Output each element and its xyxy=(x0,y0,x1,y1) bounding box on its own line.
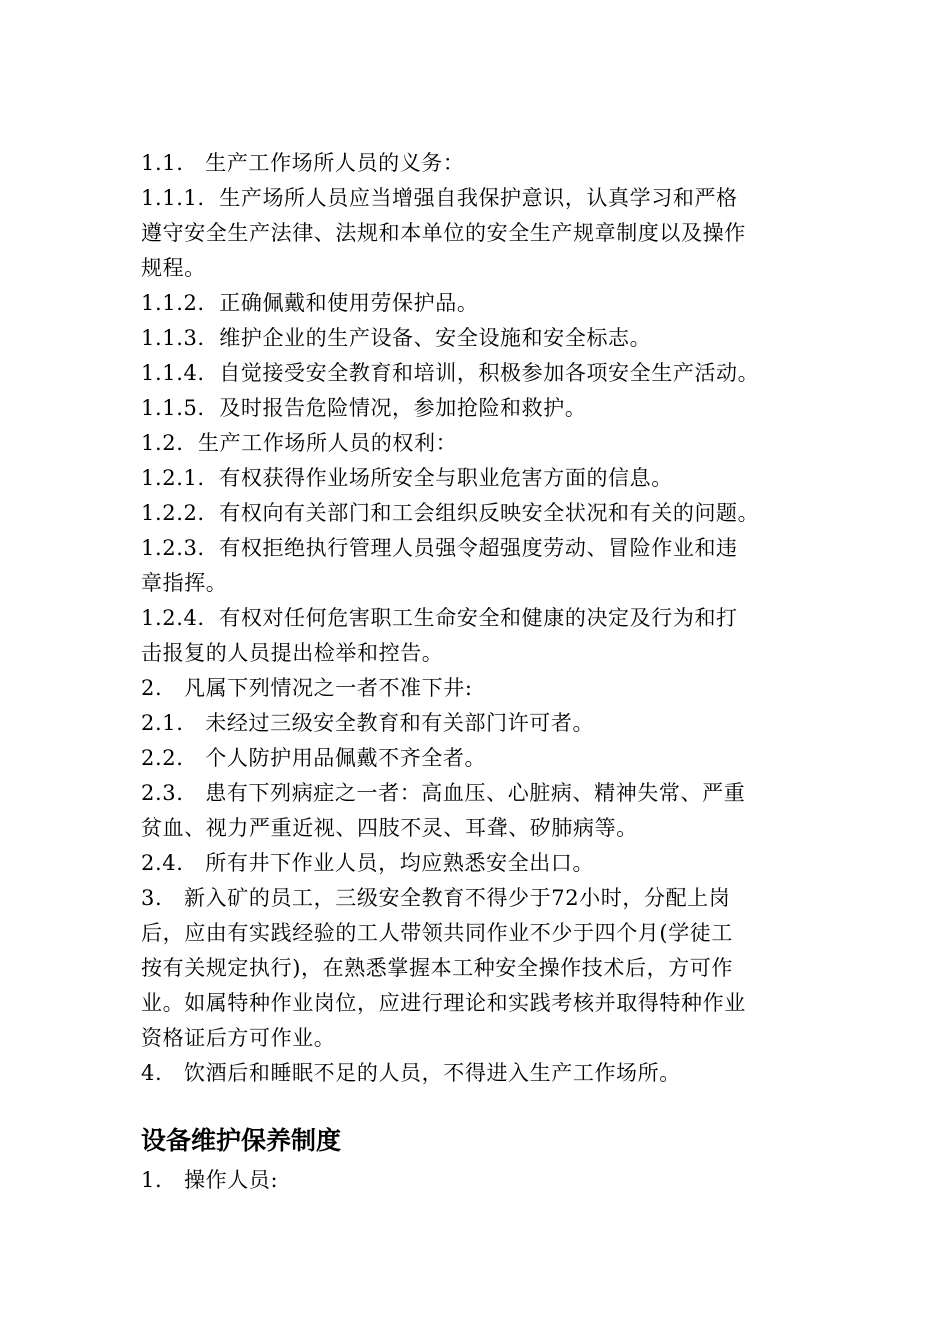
text-line: 1.2.3. 有权拒绝执行管理人员强令超强度劳动、冒险作业和违 xyxy=(141,536,738,560)
text-line: 按有关规定执行)，在熟悉掌握本工种安全操作技术后，方可作 xyxy=(141,956,733,980)
section-heading: 设备维护保养制度 xyxy=(141,1126,342,1155)
text-line: 1.2.1. 有权获得作业场所安全与职业危害方面的信息。 xyxy=(141,466,673,490)
text-line: 1.2.2. 有权向有关部门和工会组织反映安全状况和有关的问题。 xyxy=(141,501,760,525)
text-line: 规程。 xyxy=(141,256,206,280)
text-line: 2. 凡属下列情况之一者不准下井: xyxy=(141,676,473,700)
text-line: 2.1. 未经过三级安全教育和有关部门许可者。 xyxy=(141,711,595,735)
document-page xyxy=(141,146,821,1198)
text-line: 1.2. 生产工作场所人员的权利： xyxy=(141,431,458,455)
text-line: 1. 操作人员: xyxy=(141,1168,279,1192)
text-line: 后，应由有实践经验的工人带领共同作业不少于四个月(学徒工 xyxy=(141,921,733,945)
text-line: 贫血、视力严重近视、四肢不灵、耳聋、矽肺病等。 xyxy=(141,816,638,840)
text-line: 1.1.5. 及时报告危险情况，参加抢险和救护。 xyxy=(141,396,587,420)
text-line: 4. 饮酒后和睡眠不足的人员，不得进入生产工作场所。 xyxy=(141,1061,681,1085)
text-line: 1.1.2. 正确佩戴和使用劳保护品。 xyxy=(141,291,479,315)
text-line: 1.1.4. 自觉接受安全教育和培训，积极参加各项安全生产活动。 xyxy=(141,361,760,385)
rules-body xyxy=(141,146,821,1091)
text-line: 业。如属特种作业岗位，应进行理论和实践考核并取得特种作业 xyxy=(141,991,746,1015)
text-line: 1.1.3. 维护企业的生产设备、安全设施和安全标志。 xyxy=(141,326,652,350)
text-line: 1.1.1. 生产场所人员应当增强自我保护意识，认真学习和严格 xyxy=(141,186,738,210)
text-line: 2.4. 所有井下作业人员，均应熟悉安全出口。 xyxy=(141,851,595,875)
text-line: 2.2. 个人防护用品佩戴不齐全者。 xyxy=(141,746,487,770)
text-line: 击报复的人员提出检举和控告。 xyxy=(141,641,444,665)
text-line: 3. 新入矿的员工，三级安全教育不得少于72小时，分配上岗 xyxy=(141,886,731,910)
text-line: 1.2.4. 有权对任何危害职工生命安全和健康的决定及行为和打 xyxy=(141,606,738,630)
text-line: 2.3. 患有下列病症之一者：高血压、心脏病、精神失常、严重 xyxy=(141,781,746,805)
text-line: 资格证后方可作业。 xyxy=(141,1026,336,1050)
text-line: 章指挥。 xyxy=(141,571,228,595)
text-line: 遵守安全生产法律、法规和本单位的安全生产规章制度以及操作 xyxy=(141,221,746,245)
text-line: 1.1. 生产工作场所人员的义务： xyxy=(141,151,465,175)
